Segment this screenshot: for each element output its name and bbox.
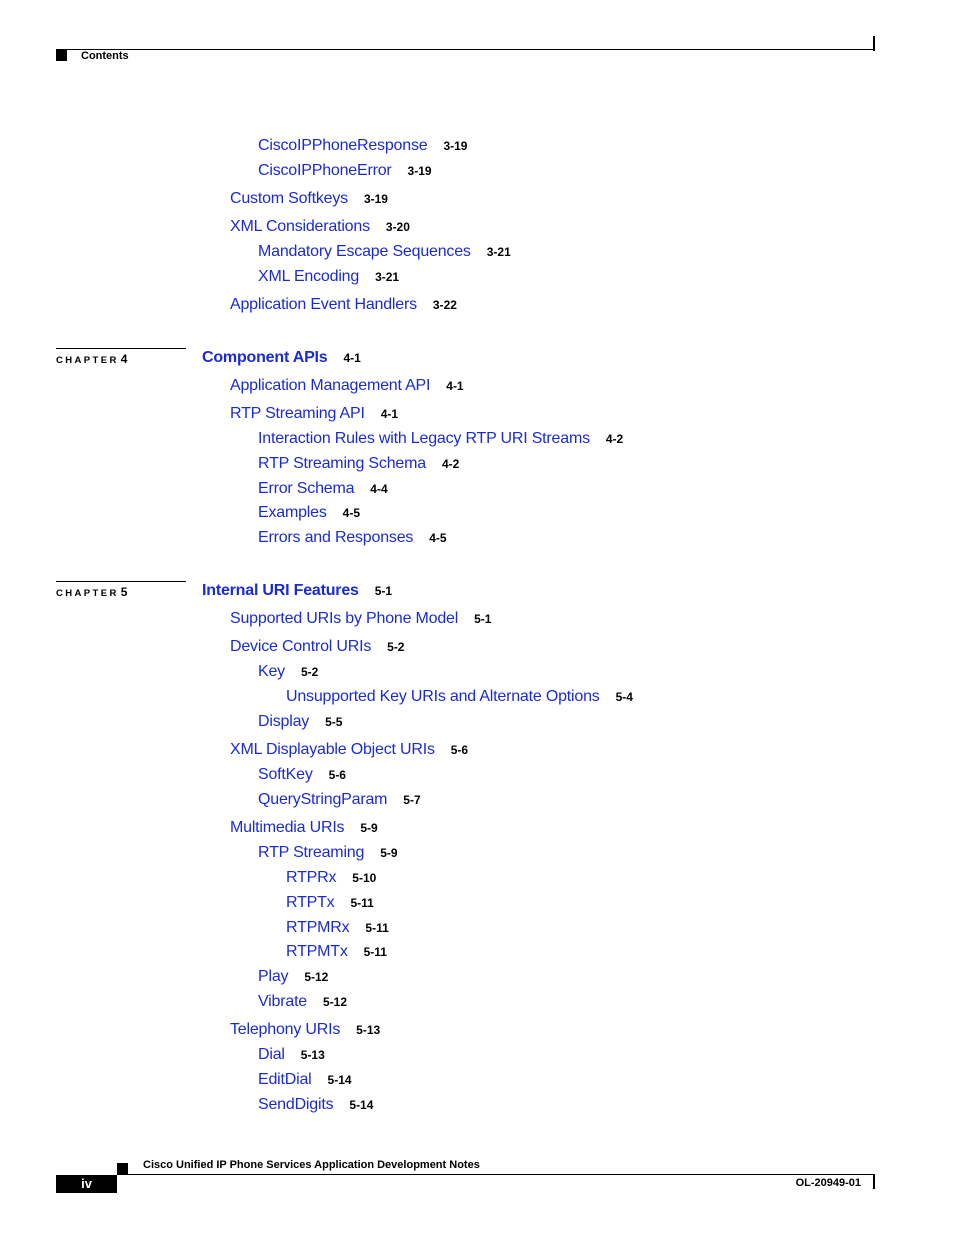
toc-link[interactable]: Vibrate xyxy=(258,993,308,1010)
footer-rule xyxy=(117,1174,875,1175)
chapter-word: CHAPTER xyxy=(56,355,119,366)
chapter-5-rule xyxy=(56,581,186,582)
toc-link[interactable]: SendDigits xyxy=(258,1096,334,1113)
toc-chapter-link[interactable]: Internal URI Features xyxy=(202,582,359,599)
toc-page-number: 5-13 xyxy=(300,1048,325,1062)
toc-entry[interactable] xyxy=(258,504,360,522)
toc-link[interactable]: RTPMRx xyxy=(286,919,350,936)
toc-entry[interactable] xyxy=(258,480,388,498)
toc-link[interactable]: Mandatory Escape Sequences xyxy=(258,243,471,260)
toc-page-number: 3-19 xyxy=(407,164,432,178)
toc-link[interactable]: Application Event Handlers xyxy=(230,296,417,313)
toc-entry[interactable] xyxy=(258,766,346,784)
toc-entry[interactable] xyxy=(258,455,459,473)
toc-link[interactable]: CiscoIPPhoneError xyxy=(258,162,392,179)
toc-page-number: 4-2 xyxy=(441,457,460,471)
toc-entry[interactable] xyxy=(230,610,491,628)
toc-page-number: 4-1 xyxy=(343,351,361,365)
toc-page-number: 4-5 xyxy=(342,506,360,520)
toc-entry[interactable] xyxy=(258,968,328,986)
toc-page-number: 5-9 xyxy=(380,846,398,860)
toc-page-number: 3-21 xyxy=(375,270,400,284)
toc-link[interactable]: SoftKey xyxy=(258,766,313,783)
toc-entry[interactable] xyxy=(258,430,623,448)
toc-entry[interactable] xyxy=(258,713,342,731)
toc-page-number: 4-4 xyxy=(370,482,388,496)
toc-entry[interactable] xyxy=(286,894,374,912)
toc-page-number: 5-2 xyxy=(300,665,319,679)
toc-link[interactable]: Errors and Responses xyxy=(258,529,414,546)
toc-link[interactable]: RTP Streaming xyxy=(258,844,365,861)
toc-page-number: 5-5 xyxy=(325,715,343,729)
toc-page-number: 5-13 xyxy=(356,1023,381,1037)
toc-entry[interactable] xyxy=(258,844,398,862)
toc-link[interactable]: Application Management API xyxy=(230,377,431,394)
toc-link[interactable]: RTPRx xyxy=(286,869,337,886)
header-section-label: Contents xyxy=(81,50,129,62)
toc-page-number: 3-19 xyxy=(363,192,388,206)
footer-tick xyxy=(873,1174,875,1189)
toc-page-number: 3-22 xyxy=(432,298,457,312)
toc-link[interactable]: Supported URIs by Phone Model xyxy=(230,610,459,627)
toc-entry[interactable] xyxy=(286,919,389,937)
toc-entry[interactable] xyxy=(230,638,404,656)
toc-entry[interactable] xyxy=(230,218,410,236)
toc-entry[interactable] xyxy=(230,190,388,208)
toc-chapter-entry[interactable] xyxy=(202,582,392,600)
chapter-number: 4 xyxy=(120,352,128,366)
toc-link[interactable]: QueryStringParam xyxy=(258,791,388,808)
toc-page-number: 5-6 xyxy=(328,768,346,782)
chapter-number: 5 xyxy=(120,585,128,599)
toc-page-number: 5-7 xyxy=(403,793,421,807)
toc-link[interactable]: Interaction Rules with Legacy RTP URI Streams xyxy=(258,430,590,447)
toc-entry[interactable] xyxy=(258,137,467,155)
toc-page-number: 5-10 xyxy=(352,871,377,885)
footer-document-title: Cisco Unified IP Phone Services Application Development Notes xyxy=(143,1159,480,1171)
toc-page-number: 5-1 xyxy=(474,612,492,626)
toc-link[interactable]: Dial xyxy=(258,1046,285,1063)
chapter-5-label xyxy=(56,585,127,599)
toc-page-number: 5-12 xyxy=(323,995,348,1009)
toc-link[interactable]: Unsupported Key URIs and Alternate Options xyxy=(286,688,600,705)
toc-page-number: 5-14 xyxy=(327,1073,352,1087)
footer-marker xyxy=(117,1163,128,1174)
toc-chapter-link[interactable]: Component APIs xyxy=(202,349,328,366)
footer-document-number: OL-20949-01 xyxy=(795,1177,861,1189)
toc-link[interactable]: Device Control URIs xyxy=(230,638,372,655)
toc-link[interactable]: EditDial xyxy=(258,1071,312,1088)
toc-entry[interactable] xyxy=(286,943,387,961)
toc-entry[interactable] xyxy=(258,663,318,681)
header-marker xyxy=(56,50,67,61)
toc-entry[interactable] xyxy=(258,791,421,809)
chapter-word: CHAPTER xyxy=(56,588,119,599)
toc-chapter-entry[interactable] xyxy=(202,349,361,367)
toc-link[interactable]: XML Encoding xyxy=(258,268,360,285)
toc-entry[interactable] xyxy=(230,1021,380,1039)
toc-page-number: 4-1 xyxy=(380,407,399,421)
toc-page-number: 4-1 xyxy=(446,379,464,393)
toc-link[interactable]: Display xyxy=(258,713,310,730)
toc-page-number: 3-19 xyxy=(443,139,468,153)
toc-link[interactable]: Error Schema xyxy=(258,480,355,497)
toc-link[interactable]: Examples xyxy=(258,504,327,521)
toc-link[interactable]: XML Considerations xyxy=(230,218,370,235)
toc-page-number: 5-9 xyxy=(360,821,378,835)
toc-entry[interactable] xyxy=(258,993,347,1011)
toc-page-number: 5-11 xyxy=(350,896,374,910)
toc-entry[interactable] xyxy=(286,869,376,887)
toc-entry[interactable] xyxy=(258,1071,352,1089)
toc-entry[interactable] xyxy=(258,1096,373,1114)
toc-entry[interactable] xyxy=(258,162,432,180)
toc-page-number: 5-14 xyxy=(349,1098,374,1112)
toc-entry[interactable] xyxy=(230,296,457,314)
toc-link[interactable]: Play xyxy=(258,968,289,985)
header-rule xyxy=(56,49,875,50)
toc-page-number: 4-5 xyxy=(429,531,447,545)
toc-entry[interactable] xyxy=(286,688,633,706)
chapter-4-label xyxy=(56,352,127,366)
toc-page-number: 5-11 xyxy=(365,921,389,935)
toc-entry[interactable] xyxy=(230,377,464,395)
toc-entry[interactable] xyxy=(258,268,399,286)
toc-entry[interactable] xyxy=(230,741,468,759)
toc-page-number: 5-4 xyxy=(615,690,633,704)
toc-link[interactable]: XML Displayable Object URIs xyxy=(230,741,435,758)
toc-link[interactable]: Custom Softkeys xyxy=(230,190,348,207)
toc-link[interactable]: RTPMTx xyxy=(286,943,348,960)
toc-entry[interactable] xyxy=(230,819,378,837)
toc-page-number: 5-12 xyxy=(304,970,329,984)
toc-link[interactable]: Key xyxy=(258,663,285,680)
toc-link[interactable]: RTPTx xyxy=(286,894,335,911)
toc-page-number: 3-21 xyxy=(486,245,511,259)
toc-page-number: 5-2 xyxy=(387,640,405,654)
toc-link[interactable]: RTP Streaming API xyxy=(230,405,365,422)
toc-page-number: 5-1 xyxy=(374,584,393,598)
footer-page-number: iv xyxy=(81,1176,92,1191)
toc-entry[interactable] xyxy=(230,405,398,423)
toc-entry[interactable] xyxy=(258,1046,325,1064)
toc-page-number: 5-6 xyxy=(450,743,469,757)
toc-page-number: 5-11 xyxy=(363,945,387,959)
toc-link[interactable]: CiscoIPPhoneResponse xyxy=(258,137,428,154)
toc-page-number: 4-2 xyxy=(605,432,624,446)
toc-page-number: 3-20 xyxy=(385,220,410,234)
toc-entry[interactable] xyxy=(258,529,447,547)
toc-entry[interactable] xyxy=(258,243,511,261)
toc-link[interactable]: RTP Streaming Schema xyxy=(258,455,426,472)
toc-link[interactable]: Telephony URIs xyxy=(230,1021,341,1038)
chapter-4-rule xyxy=(56,348,186,349)
toc-link[interactable]: Multimedia URIs xyxy=(230,819,345,836)
